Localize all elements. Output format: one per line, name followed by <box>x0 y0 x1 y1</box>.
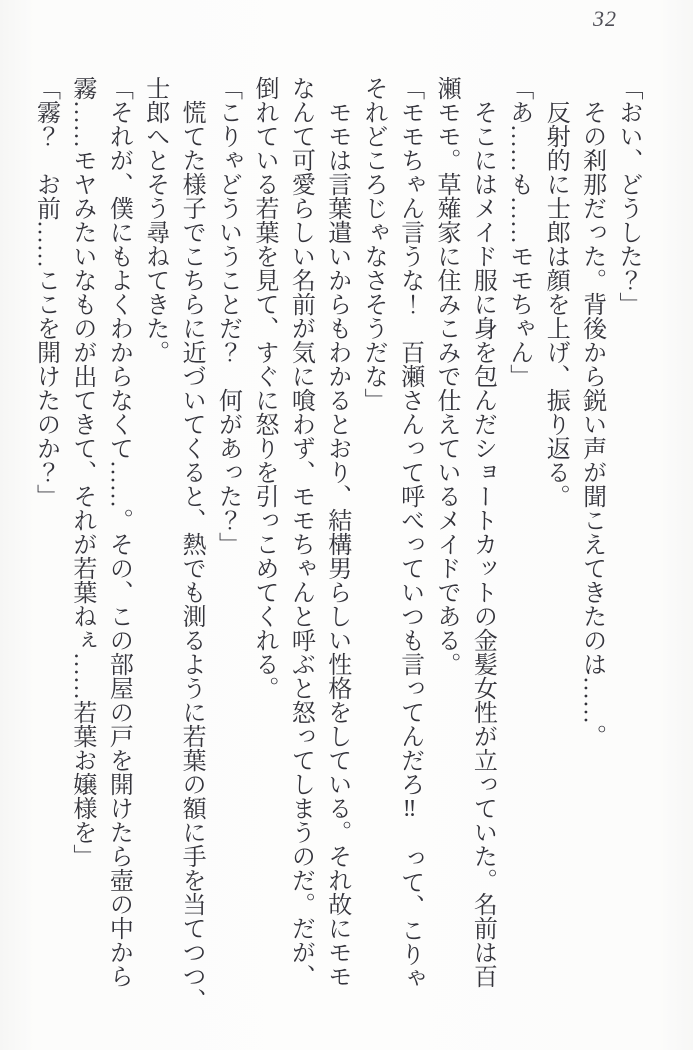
text-line: 慌てた様子でこちらに近づいてくると、熱でも測るように若葉の額に手を当てつつ、 <box>178 100 205 1012</box>
text-line: それどころじゃなさそうだな」 <box>360 76 387 412</box>
text-line: 反射的に士郎は顔を上げ、振り返る。 <box>542 100 569 508</box>
text-line: 「あ……も……モモちゃん」 <box>505 76 532 388</box>
text-line: 士郎へとそう尋ねてきた。 <box>141 76 168 364</box>
text-line: 倒れている若葉を見て、すぐに怒りを引っこめてくれる。 <box>250 76 277 700</box>
text-line: 霧……モヤみたいなものが出てきて、それが若葉ねぇ……若葉お嬢様を」 <box>68 76 95 868</box>
text-line: 「おい、どうした？」 <box>615 76 641 316</box>
text-line: 瀬モモ。草薙家に住みこみで仕えているメイドである。 <box>432 76 459 676</box>
vertical-text-block <box>27 76 646 1016</box>
page-number: 32 <box>593 6 617 31</box>
text-line: その刹那だった。背後から鋭い声が聞こえてきたのは……。 <box>578 100 605 748</box>
text-line: そこにはメイド服に身を包んだショートカットの金髪女性が立っていた。名前は百 <box>469 100 496 988</box>
text-line: なんて可愛らしい名前が気に喰わず、モモちゃんと呼ぶと怒ってしまうのだ。だが、 <box>287 76 314 988</box>
text-line: 「それが、僕にもよくわからなくて……。その、この部屋の戸を開けたら壺の中から <box>105 76 132 988</box>
text-line: 「モモちゃん言うな！ 百瀬さんって呼べっていつも言ってんだろ‼ って、こりゃ <box>396 76 423 990</box>
text-line: 「霧？ お前……ここを開けたのか？」 <box>32 76 59 508</box>
text-line: 「こりゃどういうことだ？ 何があった？」 <box>214 76 241 556</box>
text-line: モモは言葉遣いからもわかるとおり、結構男らしい性格をしている。それ故にモモ <box>323 100 350 988</box>
